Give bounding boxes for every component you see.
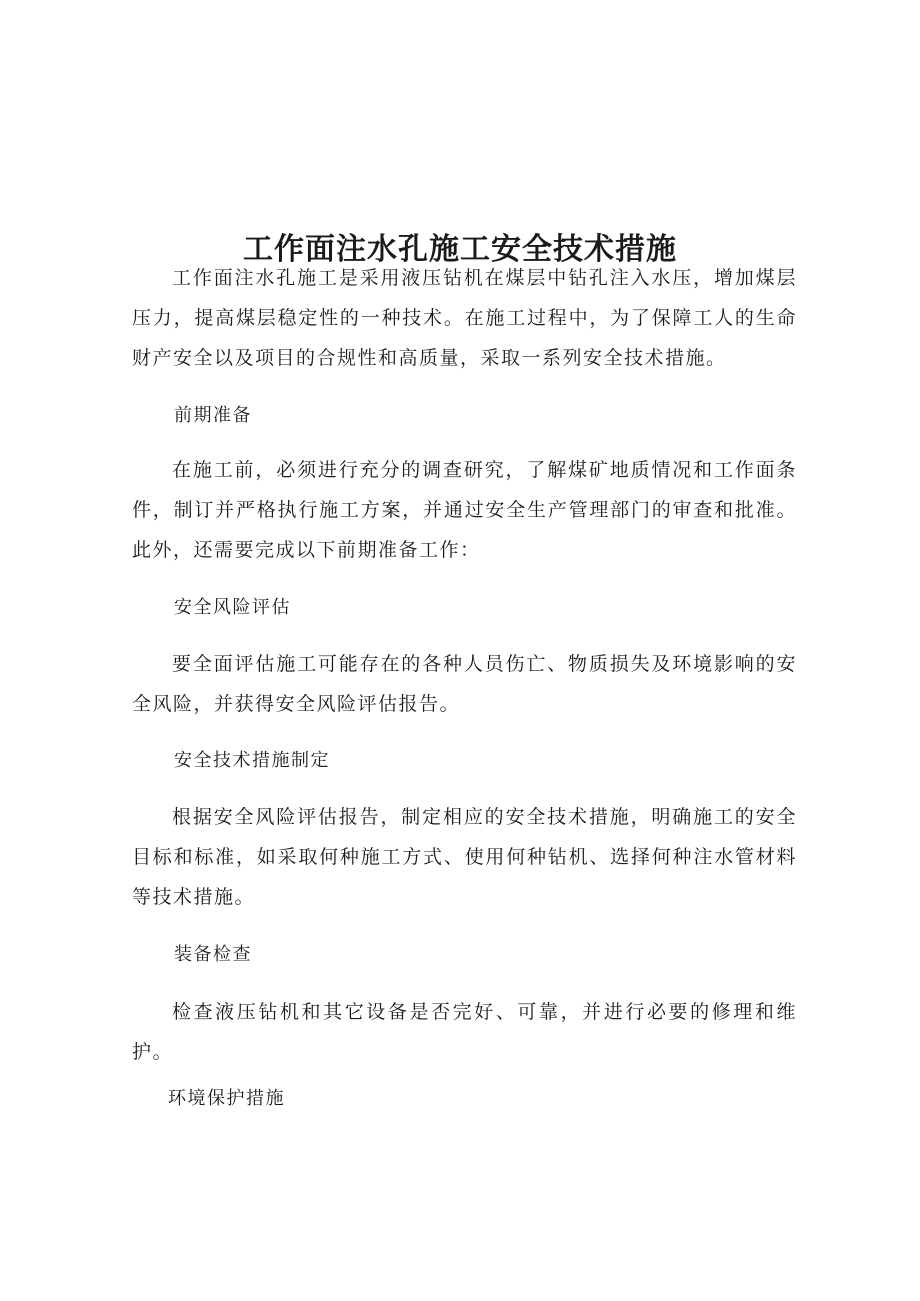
section-heading-preparation: 前期准备 [174,405,252,426]
section-heading-measures: 安全技术措施制定 [174,750,330,771]
document-title: 工作面注水孔施工安全技术措施 [243,232,677,268]
section-heading-equipment: 装备检查 [174,944,252,965]
section-body-risk-assessment: 要全面评估施工可能存在的各种人员伤亡、物质损失及环境影响的安全风险，并获得安全风险评估报告。 [132,653,797,715]
intro-paragraph: 工作面注水孔施工是采用液压钻机在煤层中钻孔注入水压，增加煤层压力，提高煤层稳定性的一种技术。在施工过程中，为了保障工人的生命财产安全以及项目的合规性和高质量，采取一系列安全技术措施。 [132,267,797,369]
section-body-equipment: 检查液压钻机和其它设备是否完好、可靠，并进行必要的修理和维护。 [132,1001,797,1063]
section-heading-environment: 环境保护措施 [168,1088,285,1109]
section-heading-risk-assessment: 安全风险评估 [174,597,291,618]
section-body-preparation: 在施工前，必须进行充分的调查研究，了解煤矿地质情况和工作面条件，制订并严格执行施工方案，并通过安全生产管理部门的审查和批准。此外，还需要完成以下前期准备工作： [132,459,797,561]
section-body-measures: 根据安全风险评估报告，制定相应的安全技术措施，明确施工的安全目标和标准，如采取何种施工方式、使用何种钻机、选择何种注水管材料等技术措施。 [132,806,797,908]
